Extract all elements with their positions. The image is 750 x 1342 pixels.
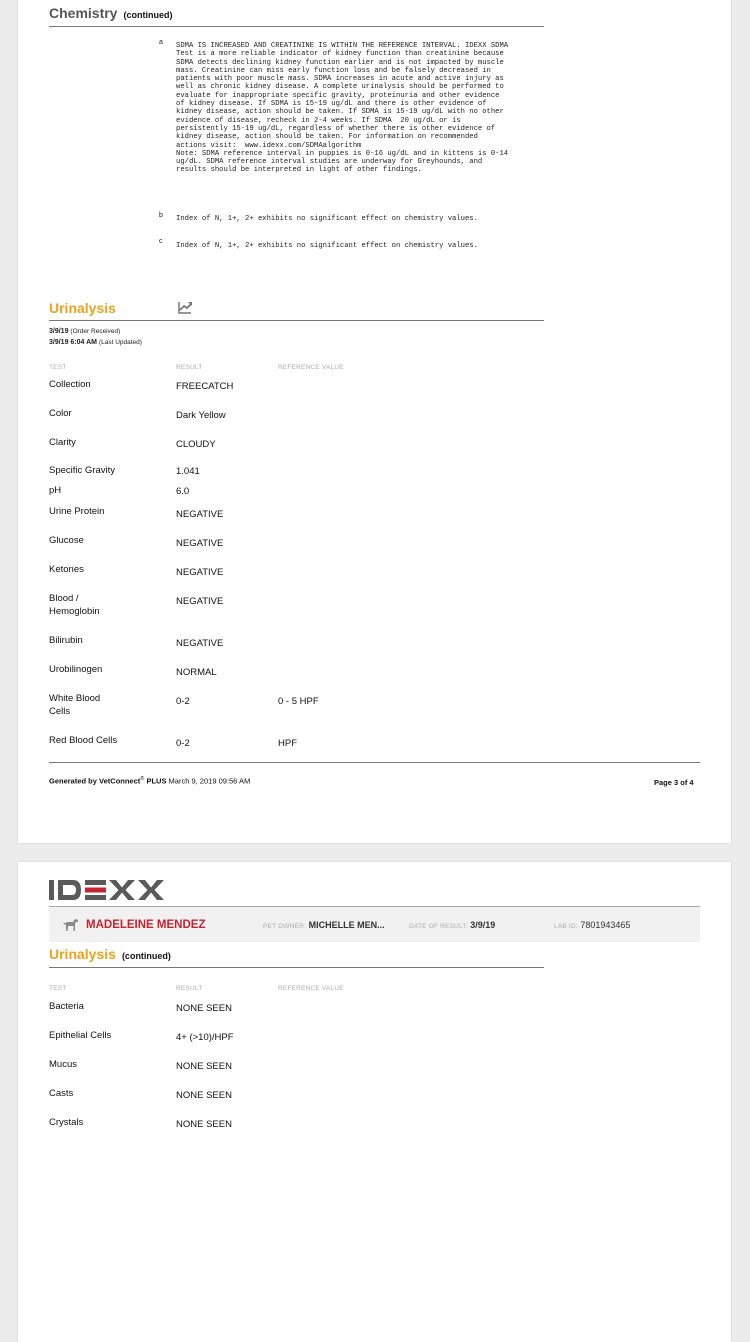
lab-id-field: LAB ID: 7801943465 [554, 920, 631, 930]
test-name: Glucose [49, 535, 84, 546]
test-name: Bilirubin [49, 635, 83, 646]
test-name: Color [49, 408, 72, 419]
test-name: Collection [49, 379, 91, 390]
column-header-test: TEST [49, 985, 67, 992]
test-result: 1.041 [176, 466, 200, 477]
last-updated-line: 3/9/19 6:04 AM (Last Updated) [49, 339, 142, 346]
test-name: Specific Gravity [49, 465, 115, 476]
test-name: Clarity [49, 437, 76, 448]
test-result: 6.0 [176, 486, 190, 497]
test-name: Mucus [49, 1059, 77, 1070]
test-name: Blood / Hemoglobin [49, 593, 100, 617]
section-divider [49, 26, 544, 27]
column-header-test: TEST [49, 364, 67, 371]
report-footer-generated: Generated by VetConnect® PLUS March 9, 2019 09:56 AM [49, 776, 251, 786]
test-result: NONE SEEN [176, 1090, 232, 1101]
test-result: NORMAL [176, 667, 217, 678]
footer-divider [49, 762, 700, 763]
footnote-a-text: SDMA IS INCREASED AND CREATININE IS WITHIN THE REFERENCE INTERVAL. IDEXX SDMA Test is a more reliable indicator of kidney function than creatinine because SDMA detects declining kidney function earlier and is not impacted by muscle mass. Creatinine can miss early function loss and be falsely decreased in patients with poor muscle mass. SDMA increases in acute and active injury as well as chronic kidney disease. A complete urinalysis should be performed to evaluate for inappropriate specific gravity, proteinuria and other evidence of kidney disease. If SDMA is 15-19 ug/dL and there is other evidence of kidney disease, action should be taken. If SDMA is 15-19 ug/dL with no other evidence of disease, recheck in 2-4 weeks. If SDMA 20 ug/dL or is persistently 15-19 ug/dL, regardless of whether there is other evidence of kidney disease, action should be taken. For information on recommended actions visit: www.idexx.com/SDMAalgorithm Note: SDMA reference interval in puppies is 0-16 ug/dL and in kittens is 0-14 ug/dL. SDMA reference interval studies are underway for Greyhounds, and results should be interpreted in light of other findings. [176, 42, 509, 175]
reference-value: HPF [278, 738, 297, 749]
pet-owner-field: PET OWNER: MICHELLE MEN... [263, 920, 385, 930]
report-page-3 [18, 0, 731, 843]
trend-chart-icon[interactable] [176, 299, 194, 315]
column-header-result: RESULT [176, 364, 203, 371]
footnote-c-text: Index of N, 1+, 2+ exhibits no significant effect on chemistry values. [176, 242, 478, 250]
chemistry-section-title: Chemistry (continued) [49, 5, 173, 21]
urinalysis-continued-title: Urinalysis (continued) [49, 946, 171, 962]
test-name: Urobilinogen [49, 664, 103, 675]
idexx-logo [49, 878, 165, 907]
dog-icon [61, 918, 79, 932]
reference-value: 0 - 5 HPF [278, 696, 319, 707]
column-header-result: RESULT [176, 985, 203, 992]
test-result: NEGATIVE [176, 509, 224, 520]
patient-name: MADELEINE MENDEZ [86, 919, 206, 931]
test-name: Urine Protein [49, 506, 105, 517]
test-result: NEGATIVE [176, 638, 224, 649]
test-result: 0-2 [176, 738, 190, 749]
test-result: NONE SEEN [176, 1003, 232, 1014]
column-header-reference: REFERENCE VALUE [278, 364, 344, 371]
test-result: Dark Yellow [176, 410, 226, 421]
test-name: Epithelial Cells [49, 1030, 112, 1041]
test-name: White Blood Cells [49, 693, 101, 717]
patient-header-bar [49, 906, 700, 942]
test-result: 4+ (>10)/HPF [176, 1032, 234, 1043]
footnote-mark-c: c [159, 238, 163, 245]
test-result: 0-2 [176, 696, 190, 707]
test-result: NEGATIVE [176, 538, 224, 549]
section-divider [49, 967, 544, 968]
footnote-mark-a: a [159, 39, 163, 46]
column-header-reference: REFERENCE VALUE [278, 985, 344, 992]
section-divider [49, 320, 544, 321]
urinalysis-section-title: Urinalysis [49, 300, 116, 316]
test-result: NEGATIVE [176, 567, 224, 578]
test-result: NONE SEEN [176, 1061, 232, 1072]
test-name: Ketones [49, 564, 84, 575]
order-received-line: 3/9/19 (Order Received) [49, 328, 121, 335]
footnote-b-text: Index of N, 1+, 2+ exhibits no significant effect on chemistry values. [176, 215, 478, 223]
date-of-result-field: DATE OF RESULT: 3/9/19 [409, 920, 496, 930]
test-result: NEGATIVE [176, 596, 224, 607]
test-result: FREECATCH [176, 381, 234, 392]
test-name: Red Blood Cells [49, 735, 118, 746]
test-name: Casts [49, 1088, 74, 1099]
footnote-mark-b: b [159, 212, 163, 219]
test-name: Crystals [49, 1117, 84, 1128]
test-result: CLOUDY [176, 439, 216, 450]
test-name: Bacteria [49, 1001, 84, 1012]
test-name: pH [49, 485, 62, 496]
report-page-4 [18, 862, 731, 1342]
page-number: Page 3 of 4 [654, 778, 694, 787]
test-result: NONE SEEN [176, 1119, 232, 1130]
